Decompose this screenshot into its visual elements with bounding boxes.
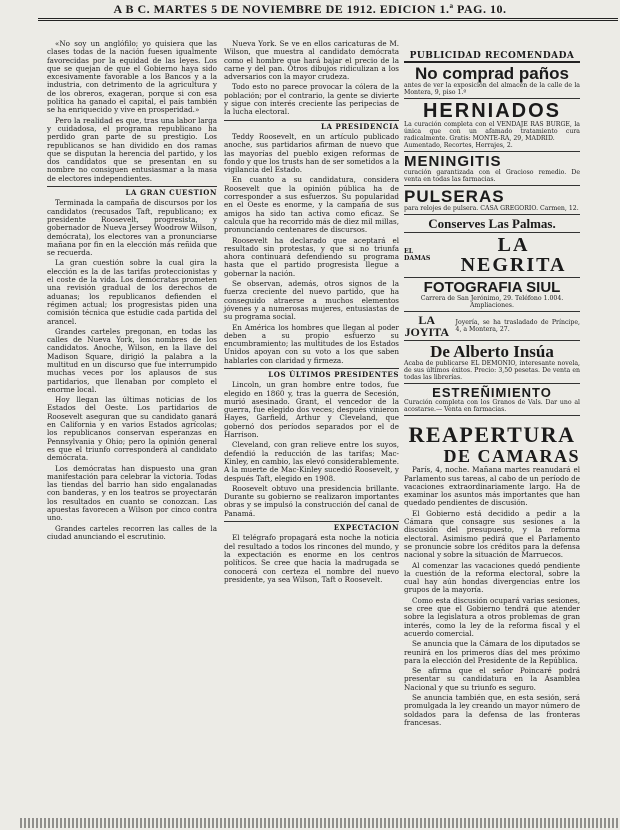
ad-title: LA NEGRITA: [460, 234, 567, 277]
ad-title: HERNIADOS: [422, 100, 561, 123]
ad-text: Acaba de publicarse EL DEMONIO, interesante novela, de sus últimos éxitos. Precio: 3,50 pesetas. De venta en todas las librerías.: [404, 360, 580, 382]
paragraph: En América los hombres que llegan al poder deben a su propio esfuerzo su encumbramiento; las multitudes de los Estados Unidos apoyan con su voto a los que saben hablarles con claridad y firmeza.: [224, 322, 399, 365]
paragraph: Teddy Roosevelt, en un artículo publicado anoche, sus partidarios afirman de nuevo que las mayorías del pueblo exigen reformas de fondo y que los trusts han de ser sometidos a la vigilancia del Estado.: [224, 131, 399, 175]
page-header: A B C. MARTES 5 DE NOVIEMBRE DE 1912. EDICION 1.ª PAG. 10.: [113, 2, 507, 16]
ad-text-extra: Aumentado, Recortes, Herrajes, 2.: [404, 142, 513, 150]
paragraph: Grandes carteles pregonan, en todas las calles de Nueva York, los nombres de los candidatos. Anoche, Wilson, en la llave del Madison Square, dirigió la palabra a la multitud en un discurso que fue interrumpido muchas veces por los aplausos de sus partidarios, que llenaban por completo el enorme local.: [47, 326, 217, 394]
paragraph: La gran cuestión sobre la cual gira la elección es la de las tarifas proteccionistas y el coste de la vida. Los demócratas prometen una revisión gradual de los derechos de aduanas; los republicanos defienden el régimen actual; los progresistas piden una comisión técnica que estudie cada partida del arancel.: [47, 258, 217, 326]
ad-title: Conserves Las Palmas.: [428, 216, 556, 232]
ad-title: ESTREÑIMIENTO: [432, 385, 552, 401]
paragraph: «No soy un anglófilo; yo quisiera que las clases todas de la nación fuesen igualmente favorecidas por la equidad de las leyes. Los que se quejan de que el Gobierno haya sido excesivamente favorable a los Bancos y a la industria, con detrimento de la agricultura y de los obreros, exageran, porque si con esa política ha ganado el capital, el país también se ha enriquecido y vive en prosperidad.»: [47, 39, 217, 115]
paragraph: Roosevelt obtuvo una presidencia brillante. Durante su gobierno se realizaron importantes obras y se impulsó la construcción del canal de Panamá.: [224, 483, 399, 518]
paragraph: Se anuncia también que, en esta sesión, será promulgada la ley creando un mayor número de soldados para la defensa de las fronteras francesas.: [404, 693, 580, 727]
ad-conserves: [404, 215, 580, 233]
paragraph: Hoy llegan las últimas noticias de los Estados del Oeste. Los partidarios de Roosevelt aseguran que su candidato ganará en California y en varios Estados agrícolas; los republicanos conservan esperanzas en Pennsylvania y Ohio; pero la opinión general es que el triunfo corresponderá al candidato demócrata.: [47, 395, 217, 463]
ad-label: EL DAMAS: [404, 248, 431, 263]
paragraph: Nueva York. Se ve en ellos caricaturas de M. Wilson, que muestra al candidato demócrata como el hombre que hará bajar el precio de la carne y del pan. Otros dibujos ridiculizan a los adversarios con la mayor crudeza.: [224, 39, 399, 82]
ad-title: No comprad paños: [415, 64, 569, 84]
ad-fotografia: [404, 278, 580, 312]
ad-title: PULSERAS: [404, 187, 505, 207]
paragraph: Todo esto no parece provocar la cólera de la población; por el contrario, la gente se divierte y sigue con interés creciente las peripecias de la lucha electoral.: [224, 82, 399, 117]
column-1: [47, 40, 217, 543]
column-2: [224, 40, 399, 586]
paragraph: Como esta discusión ocupará varias sesiones, se cree que el Gobierno tendrá que atender sobre la legislatura a otros problemas de gran interés, como la ley de la reforma fiscal y el acuerdo comercial.: [404, 595, 580, 638]
ad-text: Joyería, se ha trasladado de Príncipe, 4, a Montera, 27.: [455, 319, 580, 334]
ad-joyita: [404, 312, 580, 341]
ad-insua: [404, 341, 580, 384]
ad-negrita: [404, 233, 580, 278]
paragraph: Pero la realidad es que, tras una labor larga y cuidadosa, el programa republicano ha perdido gran parte de su prestigio. Los republicanos se han dividido en dos ramas que se disputan la herencia del partido, y los dos candidatos que se presentan en su nombre no consiguen entusiasmar a la masa de electores independientes.: [47, 115, 217, 183]
section-heading: LOS ÚLTIMOS PRESIDENTES: [224, 368, 399, 379]
column-3: [404, 52, 580, 729]
ad-title: FOTOGRAFIA SIUL: [423, 279, 561, 297]
ad-panos: [404, 63, 580, 99]
ad-text: La curación completa con el VENDAJE RAS BURGE, la única que con un afamado tratamiento cura radicalmente. Gratis: MONTE-RA, 29, MADRID.: [404, 121, 580, 143]
paragraph: Roosevelt ha declarado que aceptará el resultado sin protestas, y que si no triunfa ahora continuará defendiendo su programa hasta que el partido progresista llegue a gobernar la nación.: [224, 235, 399, 278]
paragraph: En cuanto a su candidatura, considera Roosevelt que la opinión pública ha de corresponder a sus esfuerzos. Su popularidad en el Oeste es enorme, y la campaña de sus amigos ha sido tan activa como eficaz. Se calcula que ha recorrido más de diez mil millas, pronunciando centenares de discursos.: [224, 175, 399, 235]
news-title: REAPERTURA: [408, 422, 576, 448]
ad-herniados: [404, 99, 580, 152]
paragraph: Se afirma que el señor Poincaré podrá presentar su candidatura en la Asamblea Nacional y que su triunfo es seguro.: [404, 666, 580, 692]
paragraph: Los demócratas han dispuesto una gran manifestación para celebrar la victoria. Todas las tiendas del barrio han sido engalanadas con banderas, y en los teatros se proyectarán los resultados en cuanto se conozcan. Las apuestas favorecen a Wilson por cinco contra uno.: [47, 463, 217, 523]
paragraph: El Gobierno está decidido a pedir a la Cámara que consagre sus sesiones a la discusión del presupuesto, y la reforma electoral. Asimismo pedirá que el Parlamento se pronuncie sobre los créditos para la defensa nacional y sobre la situación de Marruecos.: [404, 508, 580, 560]
paragraph: París, 4, noche. Mañana martes reanudará el Parlamento sus tareas, al cabo de un período de vacaciones extraordinariamente largo. Ha de examinar los asuntos más importantes que han quedado pendientes de discusión.: [404, 465, 580, 508]
footer-print-marks: [20, 818, 620, 828]
ad-title: De Alberto Insúa: [430, 342, 554, 362]
paragraph: Cleveland, con gran relieve entre los suyos, defendió la reducción de las tarifas; Mac-Kinley, en cambio, las elevó considerablemente. A la muerte de Mac-Kinley sucedió Roosevelt, y después Taft, elegido en 1908.: [224, 440, 399, 483]
ad-pulseras: [404, 186, 580, 215]
section-heading: EXPECTACION: [224, 521, 399, 532]
publicity-header: PUBLICIDAD RECOMENDADA: [404, 52, 580, 63]
paragraph: Grandes carteles recorren las calles de la ciudad anunciando el escrutinio.: [47, 523, 217, 541]
ad-text: antes de ver la exposición del almacén de la calle de la Montera, 9, piso 1.º: [404, 82, 580, 97]
news-subtitle: DE CAMARAS: [443, 446, 580, 467]
paragraph: Se anuncia que la Cámara de los diputados se reunirá en los primeros días del mes próximo para la elección del Presidente de la República.: [404, 639, 580, 665]
header-rule-2: [38, 20, 618, 21]
ad-estrenimiento: [404, 384, 580, 416]
paragraph: Al comenzar las vacaciones quedó pendiente la cuestión de la reforma electoral, sobre la cual hay aún hondas divergencias entre los grupos de la mayoría.: [404, 560, 580, 595]
ad-meningitis: [404, 152, 580, 186]
section-heading: LA GRAN CUESTION: [47, 186, 217, 197]
ad-text: Carrera de San Jerónimo, 29. Teléfono 1.004. Ampliaciones.: [420, 295, 564, 310]
ad-text: Curación completa con los Granos de Vals. Dar uno al acostarse.— Venta en farmacias.: [404, 399, 580, 414]
header-rule: [38, 18, 618, 19]
paragraph: Se observan, además, otros signos de la fuerza creciente del nuevo partido, que ha conseguido atraerse a muchos elementos jóvenes y a numerosas mujeres, entusiastas de su programa social.: [224, 279, 399, 322]
ad-label: LA JOYITA: [404, 313, 449, 340]
ad-text: curación garantizada con el Gracioso remedio. De venta en todas las farmacias.: [404, 169, 580, 184]
paragraph: El telégrafo propagará esta noche la noticia del resultado a todos los rincones del mundo, y la expectación es enorme en los centros políticos. Se cree que hacia la madrugada se conocerá con certeza el nombre del nuevo presidente, ya sea Wilson, Taft o Roosevelt.: [224, 533, 399, 584]
section-heading: LA PRESIDENCIA: [224, 120, 399, 131]
paragraph: Lincoln, un gran hombre entre todos, fue elegido en 1860 y, tras la guerra de Secesión, murió asesinado. Grant, el vencedor de la guerra, fue elegido dos veces; después vinieron Hayes, Garfield, Arthur y Cleveland, que gobernó dos períodos separados por el de Harrison.: [224, 380, 399, 440]
paragraph: Terminada la campaña de discursos por los candidatos (recusados Taft, republicano; ex presidente Roosevelt, progresista, y gobernador de Nueva Jersey Woodrow Wilson, demócrata), los electores van a pronunciarse mañana por fin en la elección más reñida que se recuerda.: [47, 198, 217, 258]
ad-title: MENINGITIS: [404, 153, 502, 171]
ad-text: para relojes de pulsera. CASA GREGORIO. Carmen, 12.: [404, 205, 579, 213]
